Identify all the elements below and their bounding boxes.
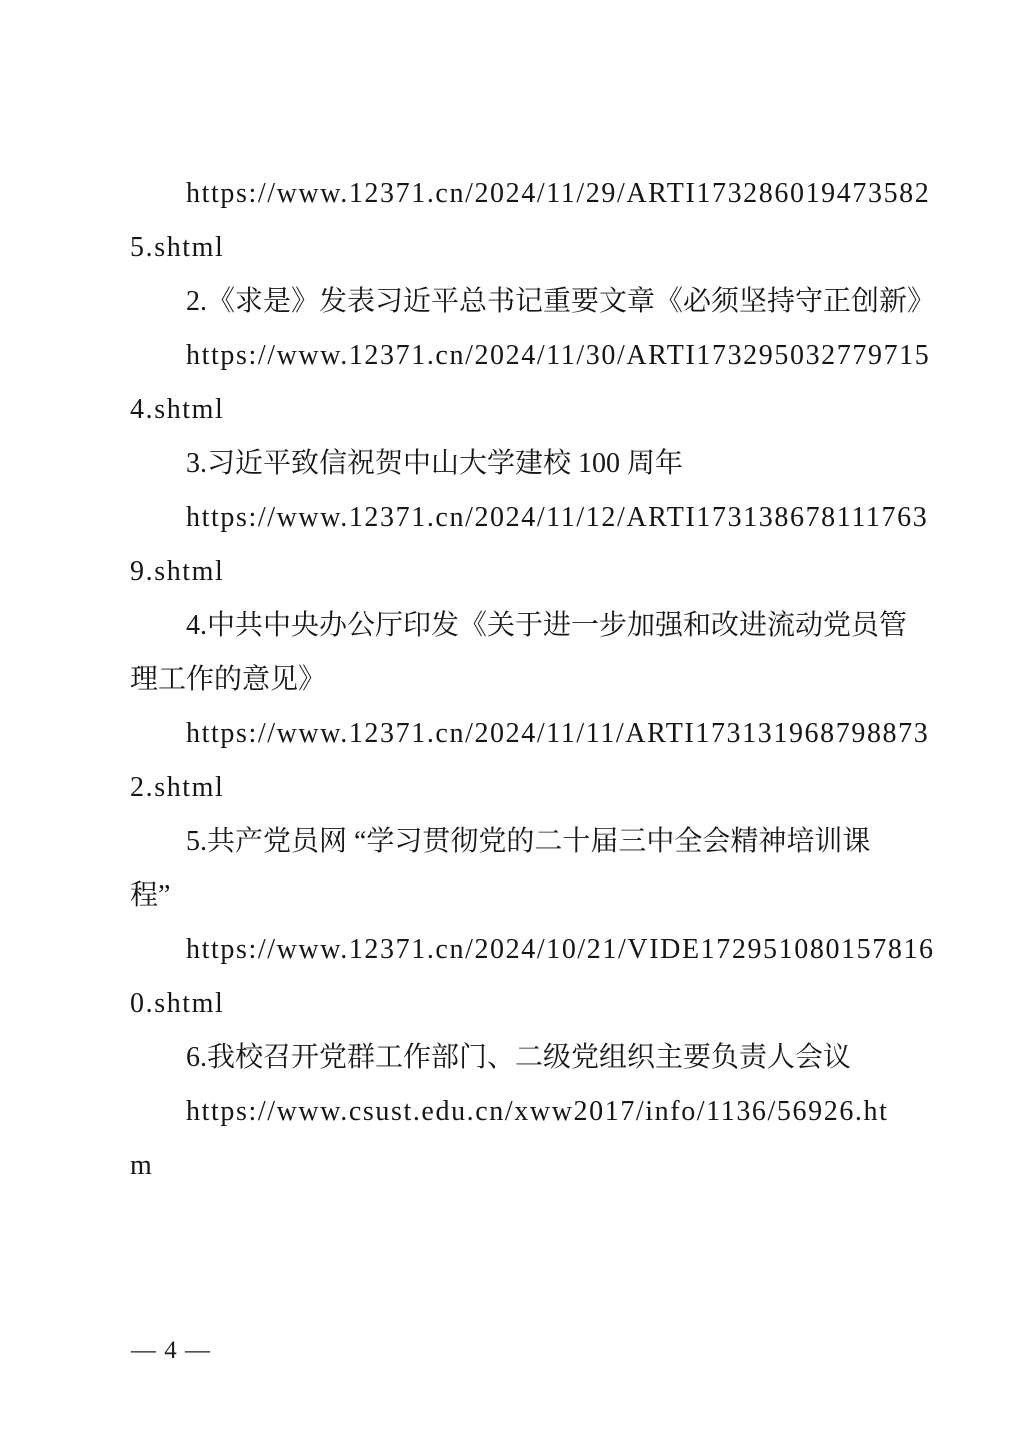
url-text-line: https://www.12371.cn/2024/10/21/VIDE172951080157816 xyxy=(186,934,935,965)
list-item-5-title: 5.共产党员网 “学习贯彻党的二十届三中全会精神培训课 xyxy=(186,826,871,857)
url-wrap-line: 2.shtml xyxy=(130,772,225,803)
list-item-2-title: 2.《求是》发表习近平总书记重要文章《必须坚持守正创新》 xyxy=(186,286,936,317)
url-wrap-line: 5.shtml xyxy=(130,232,225,263)
url-text-line: https://www.12371.cn/2024/11/11/ARTI173131968798873 xyxy=(186,718,930,749)
url-wrap-line: 0.shtml xyxy=(130,988,225,1019)
title-wrap-line: 程” xyxy=(130,880,171,911)
list-item-6-title: 6.我校召开党群工作部门、二级党组织主要负责人会议 xyxy=(186,1042,852,1073)
title-wrap-line: 理工作的意见》 xyxy=(130,664,327,695)
url-text-line: https://www.csust.edu.cn/xww2017/info/1136/56926.ht xyxy=(186,1096,889,1127)
url-text-line: https://www.12371.cn/2024/11/12/ARTI173138678111763 xyxy=(186,502,929,533)
url-wrap-line: 4.shtml xyxy=(130,394,225,425)
url-wrap-line: m xyxy=(130,1150,154,1181)
url-text-line: https://www.12371.cn/2024/11/29/ARTI173286019473582 xyxy=(186,178,931,209)
document-body xyxy=(130,167,936,1193)
list-item-3-title: 3.习近平致信祝贺中山大学建校 100 周年 xyxy=(186,448,684,479)
page-number: — 4 — xyxy=(131,1337,211,1364)
url-wrap-line: 9.shtml xyxy=(130,556,225,587)
list-item-4-title: 4.中共中央办公厅印发《关于进一步加强和改进流动党员管 xyxy=(186,610,908,641)
url-text-line: https://www.12371.cn/2024/11/30/ARTI173295032779715 xyxy=(186,340,931,371)
